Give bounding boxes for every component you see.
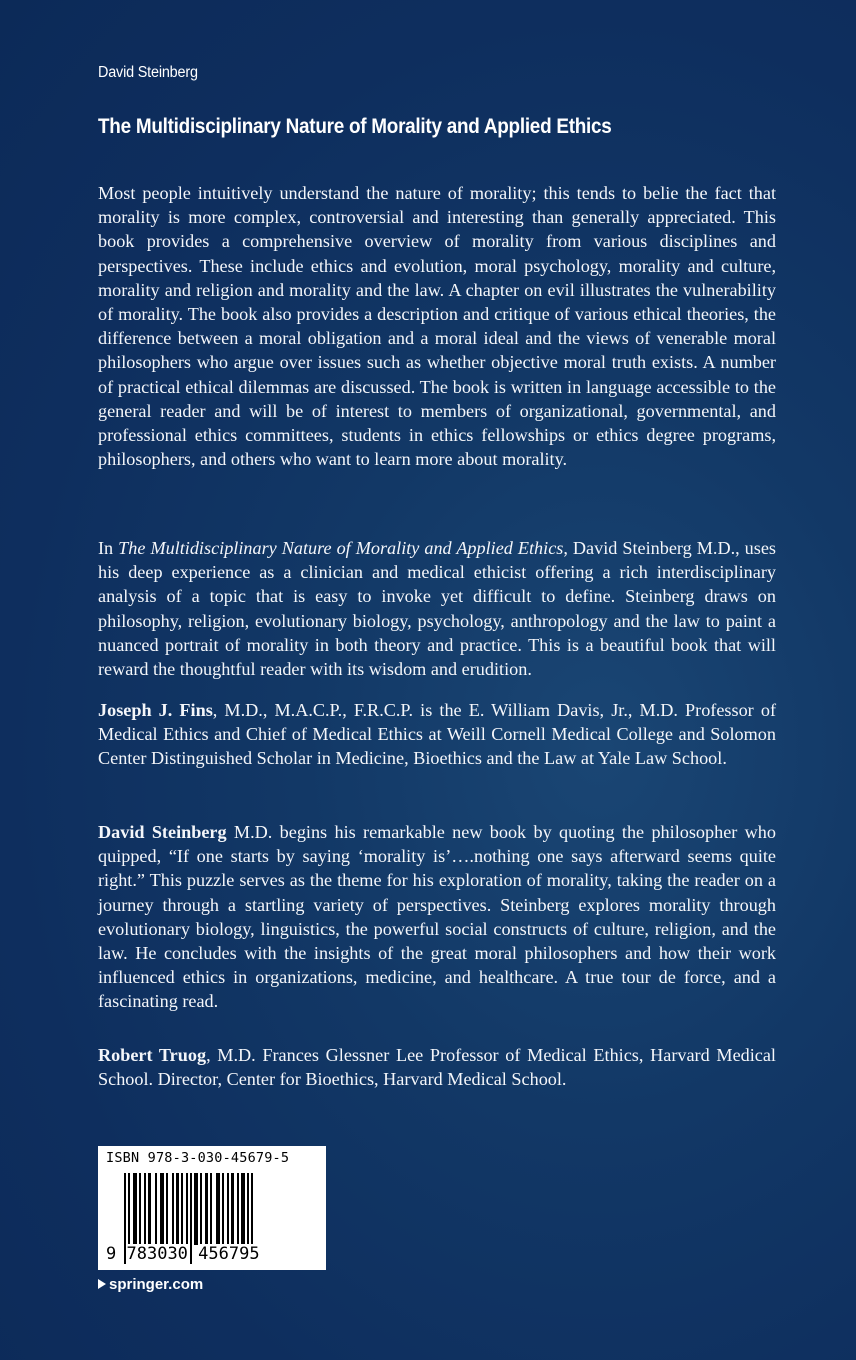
endorsement-lead: In — [98, 538, 119, 558]
barcode-digits — [106, 1244, 260, 1264]
endorsement-text: M.D. begins his remarkable new book by quoting the philosopher who quipped, “If one starts by saying ‘morality is’….nothing one says afterward seems quite right.” This puzzle serves as the theme for his exploration of morality, taking the reader on a journey through a startling variety of perspectives. Steinberg explores morality through evolutionary biology, linguistics, the powerful social constructs of culture, religion, and the law. He concludes with the insights of the great moral philosophers and how their work influenced ethics in organizations, medicine, and healthcare. A true tour de force, and a fascinating read. — [98, 822, 776, 1012]
endorser-credentials: , M.D., M.A.C.P., F.R.C.P. is the E. William Davis, Jr., M.D. Professor of Medical Ethics and Chief of Medical Ethics at Weill Cornell Medical College and Solomon Center Distinguished Scholar in Medicine, Bioethics and the Law at Yale Law School. — [98, 700, 776, 769]
endorser-credentials: , M.D. Frances Glessner Lee Professor of Medical Ethics, Harvard Medical School. Director, Center for Bioethics, Harvard Medical School. — [98, 1045, 776, 1090]
book-description: Most people intuitively understand the nature of morality; this tends to belie the fact that morality is more complex, controversial and interesting than generally appreciated. This book provides a comprehensive overview of morality from various disciplines and perspectives. These include ethics and evolution, moral psychology, morality and culture, morality and religion and morality and the law. A chapter on evil illustrates the vulnerability of morality. The book also provides a description and critique of various ethical theories, the difference between a moral obligation and a moral ideal and the views of venerable moral philosophers who argue over issues such as whether objective moral truth exists. A number of practical ethical dilemmas are discussed. The book is written in language accessible to the general reader and will be of interest to members of organizational, governmental, and professional ethics committees, students in ethics fellowships or ethics degree programs, philosophers, and others who want to learn more about morality. — [98, 183, 776, 470]
book-title: The Multidisciplinary Nature of Morality and Applied Ethics — [98, 114, 612, 138]
isbn-label: ISBN 978-3-030-45679-5 — [106, 1150, 290, 1166]
endorser-name: Robert Truog — [98, 1045, 207, 1065]
endorsement-fins-attribution — [98, 698, 776, 771]
publisher-link[interactable] — [98, 1276, 203, 1293]
author-name: David Steinberg — [98, 64, 198, 81]
endorsement-truog-attribution — [98, 1043, 776, 1091]
barcode-right-group: 456795 — [198, 1244, 260, 1264]
barcode-left-group: 783030 — [126, 1244, 188, 1264]
endorsement-bold-lead: David Steinberg — [98, 822, 227, 842]
barcode-first-digit: 9 — [106, 1244, 117, 1264]
endorsement-text: , David Steinberg M.D., uses his deep experience as a clinician and medical ethicist offering a rich interdisciplinary analysis of a topic that is easy to invoke yet difficult to define. Steinberg draws on philosophy, religion, evolutionary biology, psychology, anthropology and the law to paint a nuanced portrait of morality in both theory and practice. This is a beautiful book that will reward the thoughtful reader with its wisdom and erudition. — [98, 538, 776, 680]
play-triangle-icon — [98, 1279, 106, 1289]
endorsement-italic-title: The Multidisciplinary Nature of Morality and Applied Ethics — [118, 538, 564, 558]
endorser-name: Joseph J. Fins — [98, 700, 213, 720]
publisher-url: springer.com — [109, 1276, 204, 1293]
endorsement-fins-quote — [98, 536, 776, 681]
endorsement-truog-quote — [98, 820, 776, 1014]
isbn-barcode — [98, 1146, 326, 1270]
